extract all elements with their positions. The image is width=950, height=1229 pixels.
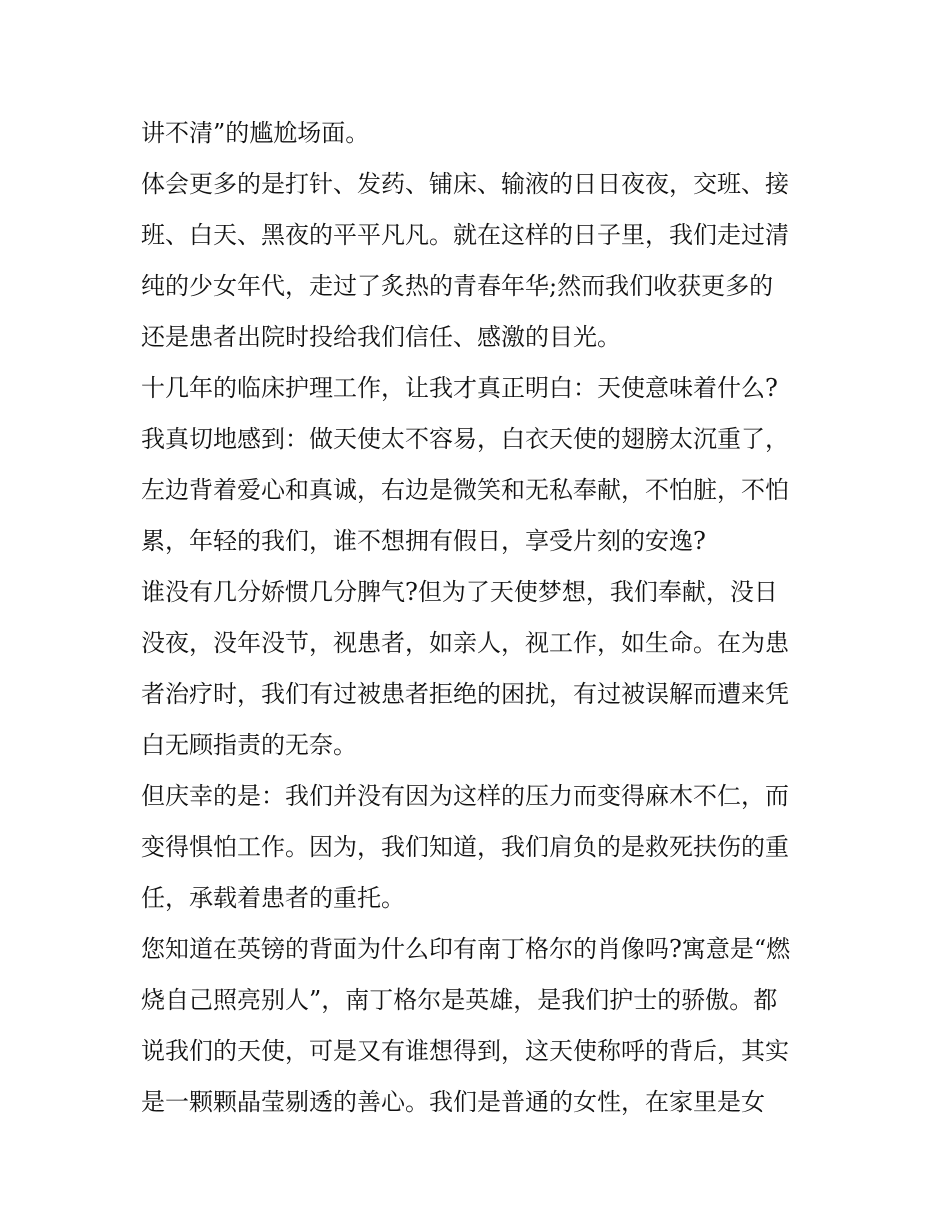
text-line: 者治疗时，我们有过被患者拒绝的困扰，有过被误解而遭来凭 (141, 680, 789, 708)
text-line: 任，承载着患者的重托。 (141, 884, 405, 912)
text-line: 讲不清”的尴尬场面。 (141, 119, 370, 147)
text-line: 您知道在英镑的背面为什么印有南丁格尔的肖像吗?寓意是“燃 (141, 935, 791, 963)
text-line: 体会更多的是打针、发药、铺床、输液的日日夜夜，交班、接 (141, 170, 789, 198)
text-line: 变得惧怕工作。因为，我们知道，我们肩负的是救死扶伤的重 (141, 833, 789, 861)
text-line: 但庆幸的是：我们并没有因为这样的压力而变得麻木不仁，而 (141, 782, 789, 810)
text-line: 还是患者出院时投给我们信任、感激的目光。 (141, 323, 621, 351)
text-line: 没夜，没年没节，视患者，如亲人，视工作，如生命。在为患 (141, 629, 789, 657)
text-line: 左边背着爱心和真诚，右边是微笑和无私奉献，不怕脏，不怕 (141, 476, 789, 504)
text-line: 谁没有几分娇惯几分脾气?但为了天使梦想，我们奉献，没日 (141, 578, 778, 606)
body-text (141, 108, 821, 1128)
text-line: 是一颗颗晶莹剔透的善心。我们是普通的女性，在家里是女 (141, 1088, 765, 1116)
text-line: 白无顾指责的无奈。 (141, 731, 357, 759)
text-line: 纯的少女年代，走过了炙热的青春年华;然而我们收获更多的 (141, 272, 774, 300)
text-line: 累，年轻的我们，谁不想拥有假日，享受片刻的安逸? (141, 527, 706, 555)
text-line: 班、白天、黑夜的平平凡凡。就在这样的日子里，我们走过清 (141, 221, 789, 249)
text-line: 我真切地感到：做天使太不容易，白衣天使的翅膀太沉重了， (141, 425, 789, 453)
text-line: 说我们的天使，可是又有谁想得到，这天使称呼的背后，其实 (141, 1037, 789, 1065)
text-line: 十几年的临床护理工作，让我才真正明白：天使意味着什么? (141, 374, 778, 402)
text-line: 烧自己照亮别人”，南丁格尔是英雄，是我们护士的骄傲。都 (141, 986, 778, 1014)
